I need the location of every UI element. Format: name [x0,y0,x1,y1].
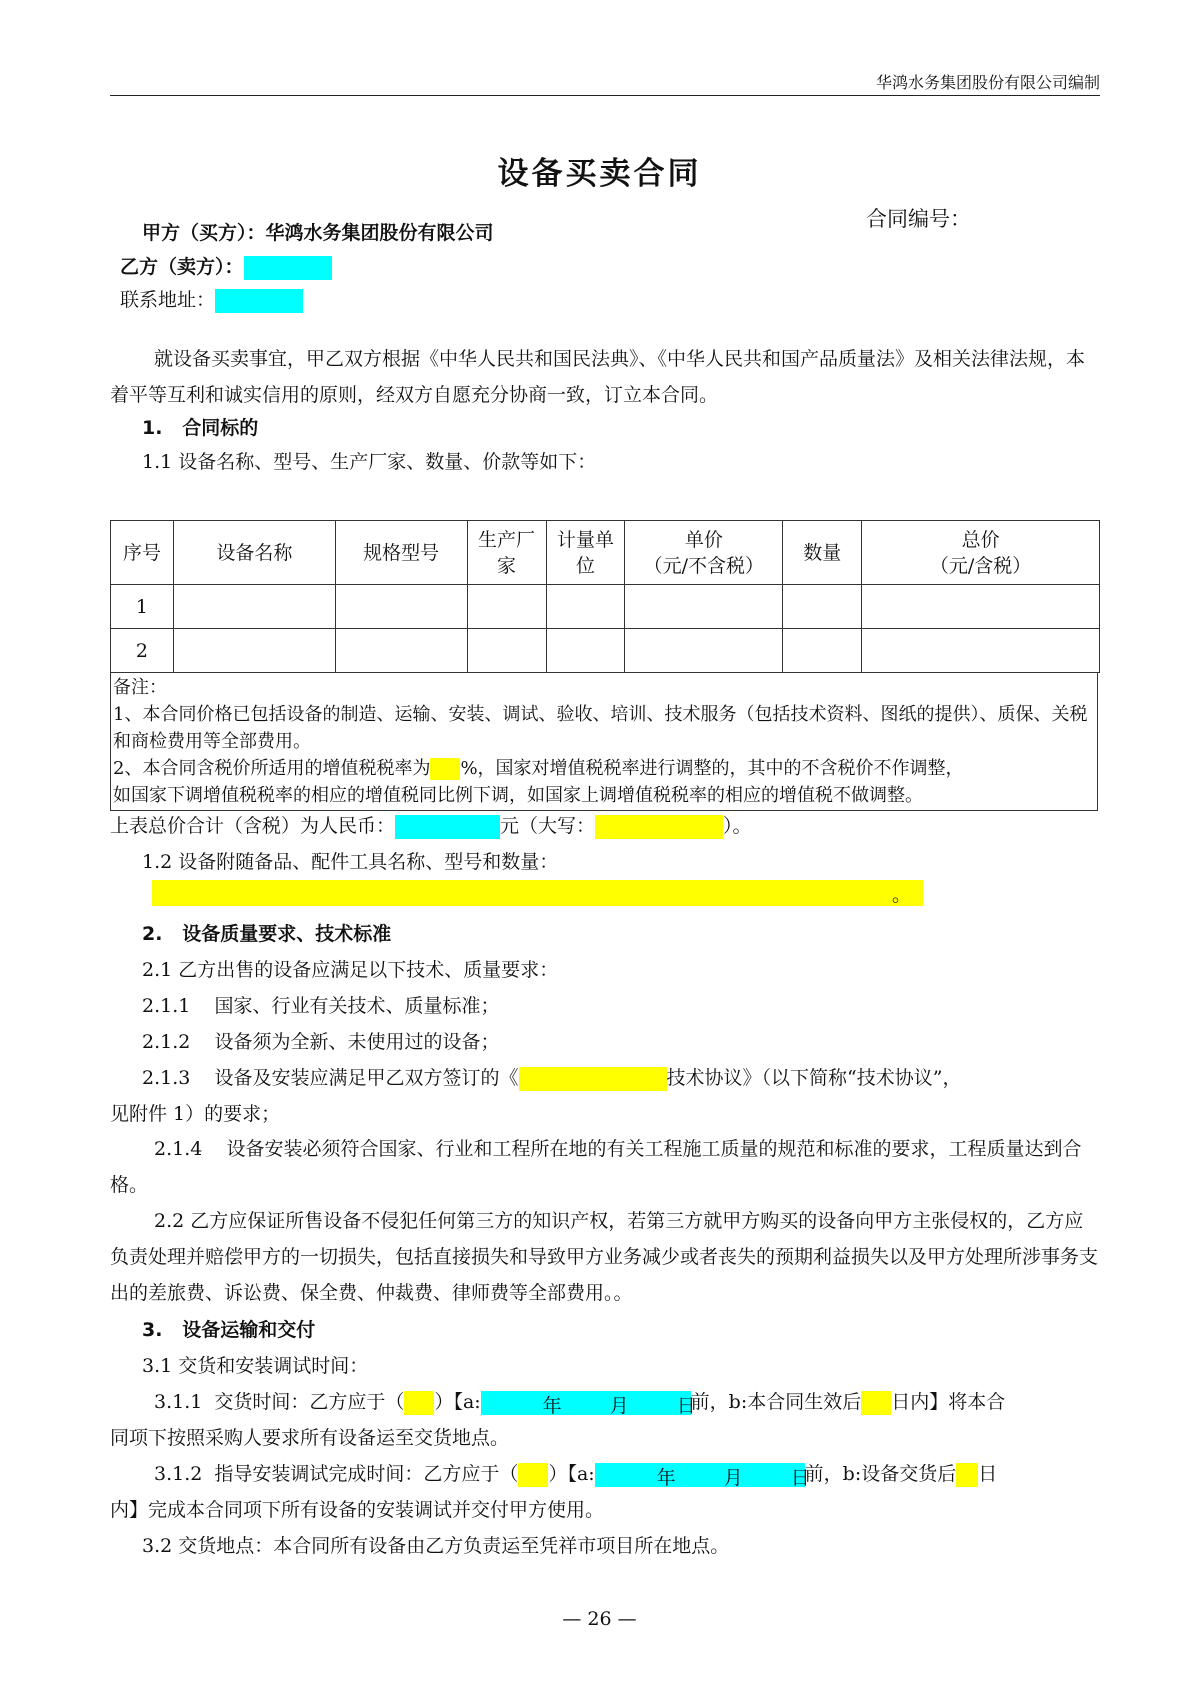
clause-3-2: 3.2 交货地点：本合同所有设备由乙方负责运至凭祥市项目所在地点。 [142,1535,730,1557]
clause-3-1-1-text-a: 3.1.1 交货时间：乙方应于（ [154,1391,405,1413]
vat-rate-blank[interactable] [430,758,460,780]
col-header-name: 设备名称 [173,521,335,585]
col-header-unit: 计量单 位 [546,521,625,585]
total-close: ）。 [723,815,752,837]
col-header-maker: 生产厂 家 [467,521,546,585]
cell-qty[interactable] [783,585,862,629]
clause-2-1-4: 2.1.4 设备安装必须符合国家、行业和工程所在地的有关工程施工质量的规范和标准的要求，工程质量达到合格。 [110,1138,1082,1196]
section-1-heading: 1. 合同标的 [142,417,259,439]
col-header-qty: 数量 [783,521,862,585]
contract-number-label: 合同编号： [866,207,971,231]
total-uppercase-blank[interactable] [595,815,723,839]
delivery-days-blank[interactable] [861,1391,891,1415]
clause-3-1-2-text-a: 3.1.2 指导安装调试完成时间：乙方应于（ [154,1463,519,1485]
total-amount-blank[interactable] [395,815,500,839]
cell-unit[interactable] [546,585,625,629]
install-date-blank[interactable]: 年 月 日 [595,1463,805,1487]
clause-2-1-1: 2.1.1 国家、行业有关技术、质量标准； [142,995,500,1017]
address-line [120,285,303,313]
note-2-text-c: 如国家下调增值税税率的相应的增值税同比例下调，如国家上调增值税税率的相应的增值税不做调整。 [113,785,923,806]
note-2-text-a: 2、本合同含税价所适用的增值税税率为 [113,758,431,779]
delivery-date-blank[interactable]: 年 月 日 [481,1391,691,1415]
note-2-line [113,755,1097,782]
section-2-heading: 2. 设备质量要求、技术标准 [142,923,392,945]
section-3-heading: 3. 设备运输和交付 [142,1319,316,1341]
party-b-blank[interactable] [244,256,332,280]
address-label: 联系地址： [120,289,216,311]
clause-3-1-2-cont: 内】完成本合同项下所有设备的安装调试并交付甲方使用。 [110,1499,605,1521]
clause-3-1-1 [154,1387,1005,1415]
cell-unit-price[interactable] [625,629,783,673]
clause-3-1-2 [154,1459,997,1487]
clause-2-1-2: 2.1.2 设备须为全新、未使用过的设备； [142,1031,500,1053]
total-line [110,811,752,839]
page-title: 设备买卖合同 [497,156,702,192]
clause-3-1-1-text-b: ）【a: [434,1391,481,1413]
clause-3-1-1-text-c: 前，b:本合同生效后 [690,1391,862,1413]
cell-model[interactable] [335,585,467,629]
clause-3-1-2-text-d: 日 [978,1463,998,1485]
col-header-model: 规格型号 [335,521,467,585]
accessories-line [152,880,923,906]
row-number: 2 [111,629,174,673]
cell-total[interactable] [862,629,1100,673]
clause-3-1: 3.1 交货和安装调试时间： [142,1355,369,1377]
clause-3-1-2-text-c: 前，b:设备交货后 [804,1463,957,1485]
cell-maker[interactable] [467,585,546,629]
clause-2-1-3-text-a: 2.1.3 设备及安装应满足甲乙双方签订的《 [142,1067,519,1089]
table-header-row [111,521,1100,585]
clause-3-1-1-cont: 同项下按照采购人要求所有设备运至交货地点。 [110,1427,510,1449]
col-header-unit-price: 单价 （元/不含税） [625,521,783,585]
clause-1-1: 1.1 设备名称、型号、生产厂家、数量、价款等如下： [142,451,597,473]
tech-agreement-blank[interactable] [519,1067,667,1091]
page-header [110,70,1100,96]
clause-2-1-3 [142,1063,961,1091]
cell-unit[interactable] [546,629,625,673]
cell-model[interactable] [335,629,467,673]
cell-name[interactable] [173,629,335,673]
install-option-blank[interactable] [518,1463,548,1487]
table-row [111,585,1100,629]
cell-name[interactable] [173,585,335,629]
note-2-text-b: %，国家对增值税税率进行调整的，其中的不含税价不作调整， [460,758,964,779]
clause-2-2: 2.2 乙方应保证所售设备不侵犯任何第三方的知识产权，若第三方就甲方购买的设备向甲方主张侵权的，乙方应负责处理并赔偿甲方的一切损失，包括直接损失和导致甲方业务减少或者丧失的预期利益损失以及甲方处理所涉事务支出的差旅费、诉讼费、保全费、仲裁费、律师费等全部费用。。 [110,1210,1099,1304]
clause-2-1-3-cont: 见附件 1）的要求； [110,1103,281,1125]
total-label: 上表总价合计（含税）为人民币： [110,815,396,837]
party-a: 甲方（买方）：华鸿水务集团股份有限公司 [142,222,494,244]
clause-3-1-2-text-b: ）【a: [548,1463,595,1485]
install-days-blank[interactable] [956,1463,978,1487]
col-header-total: 总价 （元/含税） [862,521,1100,585]
clause-3-1-1-text-d: 日内】将本合 [891,1391,1006,1413]
cell-qty[interactable] [783,629,862,673]
party-b-line [120,252,332,280]
total-unit: 元（大写： [500,815,596,837]
table-notes [110,672,1098,811]
address-blank[interactable] [215,289,303,313]
note-1: 1、本合同价格已包括设备的制造、运输、安装、调试、验收、培训、技术服务（包括技术资料、图纸的提供）、质保、关税和商检费用等全部费用。 [113,704,1088,752]
equipment-table [110,520,1100,673]
cell-unit-price[interactable] [625,585,783,629]
accessories-end: 。 [892,880,923,906]
delivery-option-blank[interactable] [404,1391,434,1415]
cell-maker[interactable] [467,629,546,673]
clause-2-1-3-text-b: 技术协议》（以下简称“技术协议”， [666,1067,962,1089]
row-number: 1 [111,585,174,629]
col-header-no: 序号 [111,521,174,585]
intro-paragraph: 就设备买卖事宜，甲乙双方根据《中华人民共和国民法典》、《中华人民共和国产品质量法》及相关法律法规，本着平等互利和诚实信用的原则，经双方自愿充分协商一致，订立本合同。 [110,348,1086,406]
clause-1-2: 1.2 设备附随备品、配件工具名称、型号和数量： [142,851,559,873]
clause-2-1: 2.1 乙方出售的设备应满足以下技术、质量要求： [142,959,559,981]
accessories-blank[interactable] [152,880,892,906]
cell-total[interactable] [862,585,1100,629]
party-b-label: 乙方（卖方）： [120,256,244,278]
header-company: 华鸿水务集团股份有限公司编制 [875,73,1100,92]
notes-label: 备注： [113,677,167,698]
page-number: — 26 — [562,1608,637,1630]
table-row [111,629,1100,673]
